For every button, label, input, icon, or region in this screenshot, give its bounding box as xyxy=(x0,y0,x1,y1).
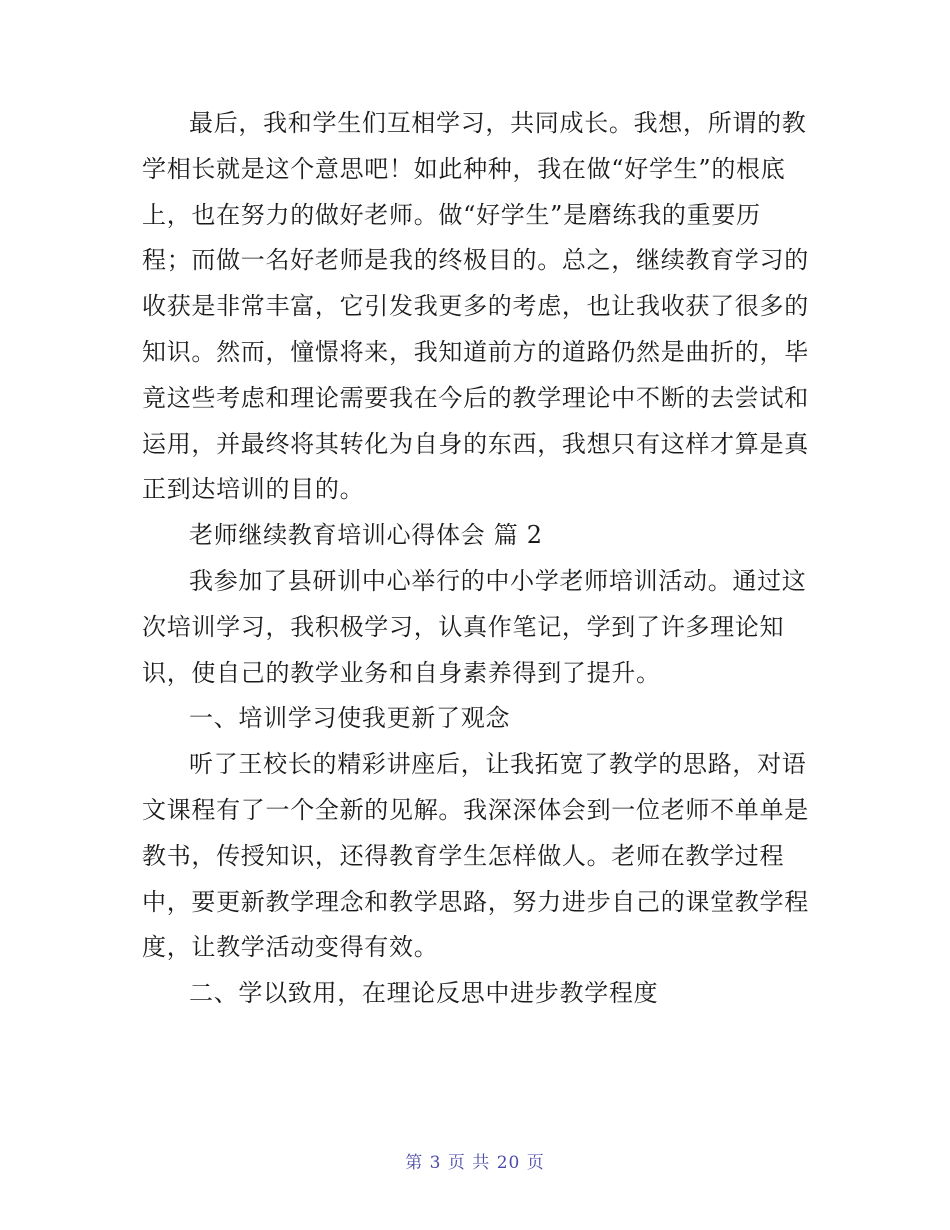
text-line: 正到达培训的目的。 xyxy=(142,475,365,504)
text-line: 程；而做一名好老师是我的终极目的。总之，继续教育学习的 xyxy=(142,246,809,275)
page-number-footer: 第 3 页 共 20 页 xyxy=(405,1153,545,1173)
text-line: 文课程有了一个全新的见解。我深深体会到一位老师不单单是 xyxy=(142,795,809,824)
subsection-heading: 二、学以致用，在理论反思中进步教学程度 xyxy=(189,979,659,1008)
text-line: 中，要更新教学理念和教学思路，努力进步自己的课堂教学程 xyxy=(142,887,809,916)
text-line: 次培训学习，我积极学习，认真作笔记，学到了许多理论知 xyxy=(142,612,785,641)
text-line: 竟这些考虑和理论需要我在今后的教学理论中不断的去尝试和 xyxy=(142,383,809,412)
text-line: 学相长就是这个意思吧！如此种种，我在做“好学生”的根底 xyxy=(142,154,786,183)
text-line: 识，使自己的教学业务和自身素养得到了提升。 xyxy=(142,658,661,687)
text-line: 教书，传授知识，还得教育学生怎样做人。老师在教学过程 xyxy=(142,841,785,870)
text-line: 听了王校长的精彩讲座后，让我拓宽了教学的思路，对语 xyxy=(189,750,807,779)
text-line: 知识。然而，憧憬将来，我知道前方的道路仍然是曲折的，毕 xyxy=(142,337,809,366)
text-line: 最后，我和学生们互相学习，共同成长。我想，所谓的教 xyxy=(189,109,807,137)
section-heading: 老师继续教育培训心得体会 篇 2 xyxy=(189,521,543,550)
text-line: 度，让教学活动变得有效。 xyxy=(142,933,439,962)
subsection-heading: 一、培训学习使我更新了观念 xyxy=(189,704,511,733)
text-line: 收获是非常丰富，它引发我更多的考虑，也让我收获了很多的 xyxy=(142,292,809,321)
text-line: 运用，并最终将其转化为自身的东西，我想只有这样才算是真 xyxy=(142,429,809,458)
document-body xyxy=(142,101,810,1017)
text-line: 我参加了县研训中心举行的中小学老师培训活动。通过这 xyxy=(189,566,807,595)
text-line: 上，也在努力的做好老师。做“好学生”是磨练我的重要历 xyxy=(142,200,761,229)
